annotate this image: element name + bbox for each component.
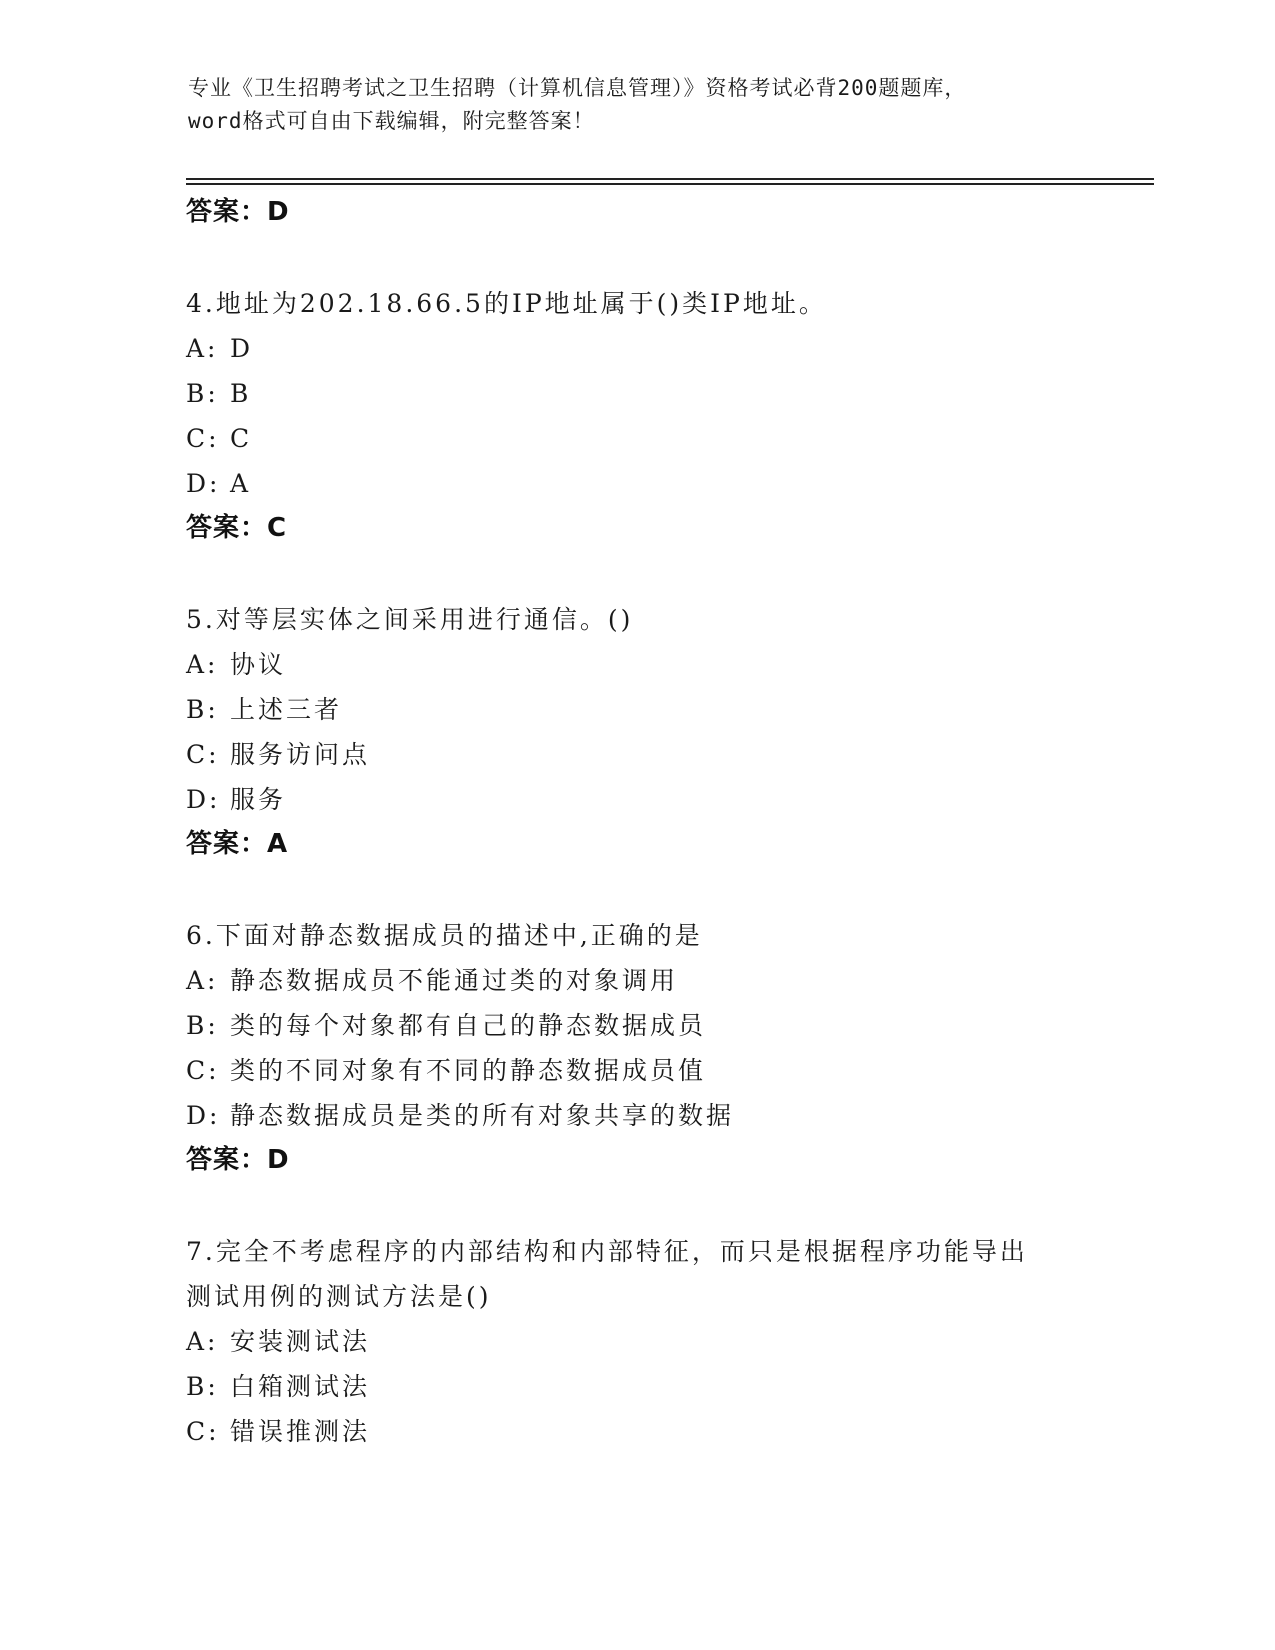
option-c — [186, 416, 1086, 461]
answer-line: 答案：D — [186, 197, 290, 227]
header-line-1: 专业《卫生招聘考试之卫生招聘（计算机信息管理）》资格考试必背200题题库， — [188, 76, 967, 100]
option-text: B — [230, 379, 252, 408]
question-5 — [186, 597, 1086, 867]
option-label: C: — [186, 1056, 220, 1085]
header-divider-top — [186, 178, 1154, 180]
option-label: B: — [186, 1372, 219, 1401]
option-text: D — [230, 334, 254, 363]
question-stem: 6.下面对静态数据成员的描述中,正确的是 — [186, 921, 703, 950]
option-c — [186, 1409, 1086, 1454]
option-label: A: — [186, 966, 219, 995]
option-a — [186, 326, 1086, 371]
option-text: C — [230, 424, 253, 453]
spacer — [186, 235, 1086, 281]
option-text: 安装测试法 — [230, 1327, 371, 1356]
answer-line: 答案：C — [186, 513, 288, 543]
option-text: 白箱测试法 — [230, 1372, 371, 1401]
option-text: A — [230, 469, 252, 498]
option-a — [186, 958, 1086, 1003]
option-b — [186, 687, 1086, 732]
option-label: C: — [186, 1417, 220, 1446]
option-label: B: — [186, 379, 219, 408]
option-label: C: — [186, 740, 220, 769]
option-text: 错误推测法 — [230, 1417, 371, 1446]
option-label: A: — [186, 1327, 219, 1356]
question-stem-continued: 测试用例的测试方法是() — [186, 1282, 492, 1311]
option-text: 类的不同对象有不同的静态数据成员值 — [230, 1056, 707, 1085]
option-a — [186, 1319, 1086, 1364]
option-label: A: — [186, 650, 219, 679]
option-label: B: — [186, 1011, 219, 1040]
spacer — [186, 1183, 1086, 1229]
question-4 — [186, 281, 1086, 551]
answer-line: 答案：A — [186, 829, 289, 859]
option-text: 类的每个对象都有自己的静态数据成员 — [230, 1011, 707, 1040]
option-text: 静态数据成员不能通过类的对象调用 — [230, 966, 679, 995]
option-label: C: — [186, 424, 220, 453]
question-7 — [186, 1229, 1086, 1454]
option-text: 服务访问点 — [230, 740, 371, 769]
option-d — [186, 461, 1086, 506]
question-stem: 5.对等层实体之间采用进行通信。() — [186, 605, 634, 634]
option-text: 协议 — [230, 650, 287, 679]
option-b — [186, 371, 1086, 416]
option-label: D: — [186, 785, 221, 814]
option-c — [186, 732, 1086, 777]
answer-line: 答案：D — [186, 1145, 290, 1175]
option-a — [186, 642, 1086, 687]
option-d — [186, 1093, 1086, 1138]
option-text: 静态数据成员是类的所有对象共享的数据 — [230, 1101, 735, 1130]
option-b — [186, 1364, 1086, 1409]
option-text: 服务 — [230, 785, 287, 814]
option-label: D: — [186, 469, 221, 498]
option-d — [186, 777, 1086, 822]
option-b — [186, 1003, 1086, 1048]
spacer — [186, 867, 1086, 913]
document-header — [188, 72, 1088, 138]
option-label: A: — [186, 334, 219, 363]
question-stem: 4.地址为202.18.66.5的IP地址属于()类IP地址。 — [186, 289, 827, 318]
option-c — [186, 1048, 1086, 1093]
option-label: D: — [186, 1101, 221, 1130]
question-list — [186, 190, 1086, 1454]
spacer — [186, 551, 1086, 597]
header-divider-bottom — [186, 183, 1154, 185]
header-line-2: word格式可自由下载编辑，附完整答案！ — [188, 109, 595, 133]
option-label: B: — [186, 695, 219, 724]
option-text: 上述三者 — [230, 695, 343, 724]
question-stem: 7.完全不考虑程序的内部结构和内部特征，而只是根据程序功能导出 — [186, 1237, 1028, 1266]
question-6 — [186, 913, 1086, 1183]
